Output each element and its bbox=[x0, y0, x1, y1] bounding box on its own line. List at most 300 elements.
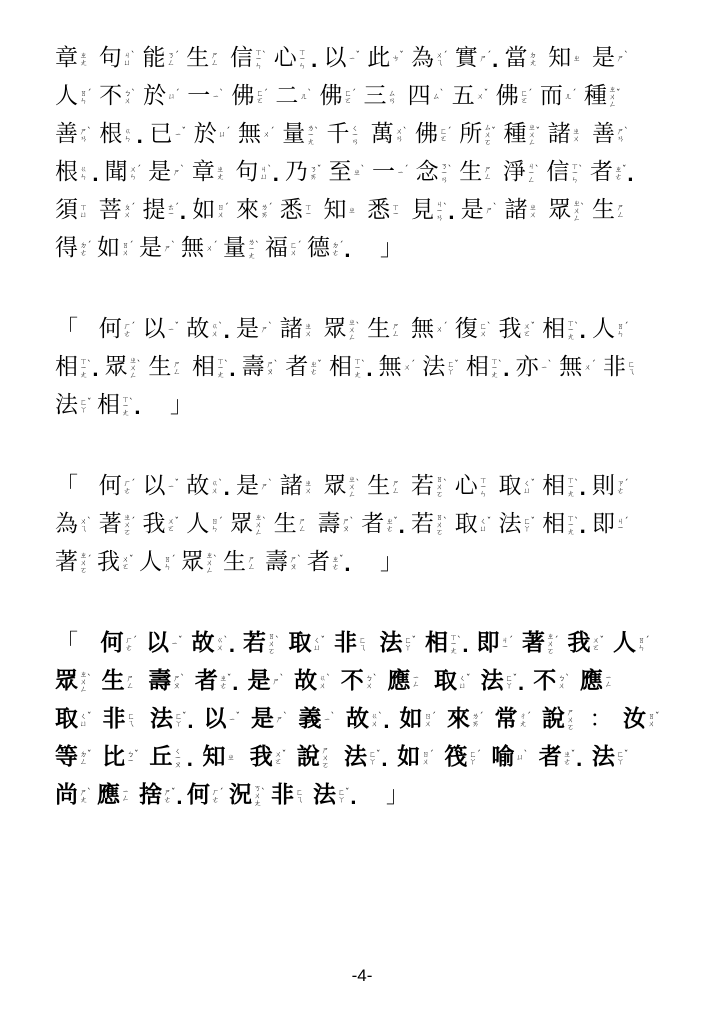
tone-mark: ˊ bbox=[270, 126, 275, 137]
hanzi: 我 bbox=[97, 549, 120, 575]
hanzi: 故 bbox=[186, 473, 210, 499]
hanzi: 萬 bbox=[370, 121, 394, 147]
annotated-character bbox=[148, 160, 185, 184]
annotated-character bbox=[265, 236, 302, 260]
close-quote-mark: 」 bbox=[380, 235, 403, 261]
zhuyin-annotation: ㄈㄚ bbox=[174, 711, 183, 727]
period-mark: . bbox=[344, 241, 351, 262]
zhuyin-annotation: ㄈㄟ bbox=[358, 635, 367, 651]
period-mark: . bbox=[398, 517, 406, 538]
annotated-character bbox=[223, 550, 260, 574]
zhuyin-annotation: ㄨㄢ bbox=[394, 126, 404, 142]
hanzi: 壽 bbox=[317, 511, 341, 537]
hanzi: 以 bbox=[146, 629, 169, 656]
zhuyin-annotation: ㄓㄨㄛ bbox=[79, 550, 88, 574]
hanzi: 為 bbox=[55, 511, 78, 537]
period-mark: . bbox=[365, 360, 373, 381]
zhuyin-annotation: ㄍㄨ bbox=[215, 635, 225, 651]
zhuyin-annotation: ㄎㄨㄤ bbox=[253, 783, 262, 807]
period-mark: . bbox=[223, 479, 231, 500]
tone-mark: ˋ bbox=[447, 164, 453, 175]
annotated-character bbox=[313, 783, 409, 807]
annotated-character bbox=[192, 160, 229, 184]
zhuyin-annotation: ㄒㄧㄣ bbox=[297, 47, 307, 69]
tone-mark: ˋ bbox=[87, 673, 92, 684]
tone-mark: ˊ bbox=[443, 321, 448, 332]
annotated-character bbox=[248, 669, 285, 693]
hanzi: 此 bbox=[367, 45, 391, 71]
zhuyin-annotation: ㄕ bbox=[484, 206, 494, 214]
annotated-character bbox=[242, 355, 279, 379]
annotated-character bbox=[55, 393, 92, 417]
zhuyin-annotation: ㄨ bbox=[583, 363, 593, 371]
text-line bbox=[55, 776, 660, 814]
zhuyin-annotation: ㄖㄣ bbox=[163, 554, 172, 570]
hanzi: 相 bbox=[542, 316, 566, 342]
hanzi: 如 bbox=[397, 743, 421, 770]
annotated-character bbox=[434, 669, 471, 693]
tone-mark: ˊ bbox=[526, 711, 531, 722]
zhuyin-annotation: ㄕㄤ bbox=[79, 787, 88, 803]
hanzi: 故 bbox=[294, 667, 318, 694]
annotated-character bbox=[285, 160, 322, 184]
hanzi: 生 bbox=[367, 473, 391, 499]
text-line bbox=[55, 467, 629, 505]
annotated-character bbox=[499, 317, 536, 341]
zhuyin-annotation: ㄓㄨㄛ bbox=[546, 631, 555, 655]
tone-mark: ˇ bbox=[87, 711, 92, 722]
tone-mark: ˋ bbox=[355, 478, 360, 489]
zhuyin-annotation: ㄕ bbox=[172, 168, 182, 176]
period-mark: . bbox=[231, 674, 239, 695]
annotated-character bbox=[546, 160, 583, 184]
zhuyin-annotation: ㄕㄥ bbox=[125, 673, 135, 689]
tone-mark: ˋ bbox=[580, 202, 585, 213]
hanzi: 如 bbox=[97, 235, 120, 261]
annotated-character bbox=[371, 122, 408, 146]
annotated-character bbox=[282, 122, 319, 146]
hanzi: 生 bbox=[223, 549, 246, 575]
hanzi: 復 bbox=[454, 316, 478, 342]
text-line bbox=[55, 229, 660, 267]
hanzi: 一 bbox=[372, 159, 396, 185]
annotated-character bbox=[592, 474, 629, 498]
zhuyin-annotation: ㄖㄨㄛ bbox=[435, 512, 444, 536]
zhuyin-annotation: ㄨ bbox=[435, 325, 444, 333]
annotated-character bbox=[285, 355, 322, 379]
zhuyin-annotation: ㄒㄧㄤ bbox=[489, 356, 499, 378]
annotated-character bbox=[203, 745, 240, 769]
period-mark: . bbox=[350, 788, 357, 809]
zhuyin-annotation: ㄓㄨㄥ bbox=[254, 512, 263, 536]
hanzi: 說 bbox=[542, 705, 565, 732]
annotated-character bbox=[590, 160, 633, 184]
annotated-character bbox=[149, 745, 192, 769]
annotated-character bbox=[139, 783, 182, 807]
hanzi: 故 bbox=[191, 629, 215, 656]
hanzi: 念 bbox=[415, 159, 439, 185]
hanzi: 種 bbox=[583, 83, 607, 109]
zhuyin-annotation: ㄧ bbox=[170, 640, 179, 646]
hanzi: 不 bbox=[533, 667, 557, 694]
tone-mark: ˊ bbox=[443, 50, 448, 61]
zhuyin-annotation: ㄨㄣ bbox=[128, 164, 138, 180]
annotated-character bbox=[408, 84, 445, 108]
zhuyin-annotation: ㄑㄩ bbox=[458, 673, 467, 689]
tone-mark: ˊ bbox=[624, 516, 629, 527]
zhuyin-annotation: ㄘ bbox=[391, 54, 401, 62]
annotated-character bbox=[425, 631, 468, 655]
hanzi: 應 bbox=[387, 667, 411, 694]
tone-mark: ˋ bbox=[578, 164, 583, 175]
page-number: -4- bbox=[351, 966, 373, 985]
hanzi: 章 bbox=[191, 159, 215, 185]
zhuyin-annotation: ㄈㄚ bbox=[79, 397, 88, 413]
hanzi: 取 bbox=[454, 511, 478, 537]
hanzi: 法 bbox=[379, 629, 403, 656]
text-line bbox=[55, 39, 629, 77]
annotated-character bbox=[186, 474, 229, 498]
annotated-character bbox=[143, 84, 180, 108]
hanzi: 已 bbox=[149, 121, 173, 147]
annotated-character bbox=[148, 669, 185, 693]
tone-mark: ˊ bbox=[624, 321, 629, 332]
zhuyin-annotation: ㄓㄨㄥ bbox=[347, 474, 357, 498]
tone-mark: ˋ bbox=[87, 359, 92, 370]
hanzi: 提 bbox=[142, 197, 166, 223]
hanzi: 是 bbox=[247, 667, 271, 694]
hanzi: 義 bbox=[298, 705, 322, 732]
tone-mark: ˋ bbox=[223, 359, 229, 370]
annotated-character bbox=[55, 236, 92, 260]
zhuyin-annotation: ㄖㄨ bbox=[647, 711, 656, 727]
hanzi: 悉 bbox=[367, 197, 391, 223]
hanzi: 者 bbox=[538, 743, 562, 770]
zhuyin-annotation: ㄅㄨ bbox=[557, 673, 567, 689]
tone-mark: ˇ bbox=[87, 397, 92, 408]
tone-mark: ˇ bbox=[317, 359, 322, 370]
hanzi: 來 bbox=[447, 705, 470, 732]
hanzi: 於 bbox=[143, 83, 167, 109]
annotated-character bbox=[280, 317, 317, 341]
zhuyin-annotation: ㄓㄨ bbox=[303, 478, 313, 494]
tone-mark: ˊ bbox=[263, 88, 268, 99]
zhuyin-annotation: ㄕㄡ bbox=[341, 516, 351, 532]
hanzi: 相 bbox=[425, 629, 448, 656]
hanzi: 生 bbox=[459, 159, 483, 185]
zhuyin-annotation: ㄓㄨㄥ bbox=[205, 550, 214, 574]
annotated-character bbox=[505, 46, 542, 70]
zhuyin-annotation: ㄒㄧㄤ bbox=[566, 475, 576, 497]
hanzi: 非 bbox=[334, 629, 357, 656]
annotated-character bbox=[539, 745, 582, 769]
paragraph bbox=[55, 39, 660, 267]
annotated-character bbox=[328, 160, 365, 184]
tone-mark: ˊ bbox=[508, 635, 513, 646]
hanzi: 壽 bbox=[241, 354, 265, 380]
tone-mark: ˊ bbox=[130, 321, 136, 332]
text-line bbox=[55, 505, 629, 543]
tone-mark: ˊ bbox=[268, 202, 273, 213]
tone-mark: ˋ bbox=[534, 164, 540, 175]
hanzi: 我 bbox=[249, 743, 273, 770]
period-mark: . bbox=[272, 165, 280, 186]
tone-mark: ˊ bbox=[297, 240, 302, 251]
annotated-character bbox=[318, 512, 355, 536]
hanzi: 尚 bbox=[55, 781, 78, 808]
tone-mark: ˋ bbox=[180, 673, 185, 684]
hanzi: 著 bbox=[98, 511, 122, 537]
hanzi: 我 bbox=[498, 316, 522, 342]
hanzi: 淨 bbox=[502, 159, 526, 185]
tone-mark: ˇ bbox=[87, 749, 92, 760]
tone-mark: ˇ bbox=[174, 516, 179, 527]
tone-mark: ˋ bbox=[180, 164, 185, 175]
annotated-character bbox=[603, 355, 640, 379]
annotated-character bbox=[504, 122, 541, 146]
zhuyin-annotation: ㄈㄚ bbox=[615, 749, 625, 765]
hanzi: 壽 bbox=[265, 549, 288, 575]
annotated-character bbox=[592, 46, 629, 70]
tone-mark: ˊ bbox=[224, 202, 229, 213]
annotated-character bbox=[99, 512, 136, 536]
annotated-character bbox=[192, 355, 235, 379]
annotated-character bbox=[466, 355, 509, 379]
hanzi: 諸 bbox=[504, 197, 528, 223]
annotated-character bbox=[477, 631, 514, 655]
zhuyin-annotation: ㄉㄜ bbox=[79, 240, 88, 256]
zhuyin-annotation: ㄈㄛ bbox=[343, 88, 353, 104]
hanzi: 汝 bbox=[623, 705, 646, 732]
zhuyin-annotation: ㄕㄨㄛ bbox=[566, 707, 575, 731]
tone-mark: ˇ bbox=[355, 50, 360, 61]
hanzi: 如 bbox=[399, 705, 423, 732]
tone-mark: ˋ bbox=[297, 554, 302, 565]
zhuyin-annotation: ㄏㄜ bbox=[124, 635, 134, 651]
annotated-character bbox=[361, 512, 404, 536]
zhuyin-annotation: ㄍㄣ bbox=[123, 126, 133, 142]
zhuyin-annotation: ㄋㄥ bbox=[166, 50, 176, 66]
zhuyin-annotation: ㄓㄨㄥ bbox=[79, 669, 88, 693]
zhuyin-annotation: ㄓㄨ bbox=[303, 321, 313, 337]
hanzi: 取 bbox=[55, 705, 78, 732]
annotated-character bbox=[367, 198, 404, 222]
zhuyin-annotation: ㄕㄜ bbox=[163, 787, 172, 803]
zhuyin-annotation: ㄩ bbox=[217, 130, 227, 138]
hanzi: 見 bbox=[411, 197, 434, 223]
annotated-character bbox=[139, 236, 176, 260]
annotated-character bbox=[613, 631, 650, 655]
zhuyin-annotation: ㄈㄚ bbox=[522, 516, 532, 532]
annotated-character bbox=[55, 669, 92, 693]
zhuyin-annotation: ㄓㄤ bbox=[79, 50, 88, 66]
annotated-character bbox=[97, 783, 134, 807]
zhuyin-annotation: ㄒㄧㄤ bbox=[566, 318, 576, 340]
zhuyin-annotation: ㄋㄞ bbox=[308, 164, 318, 180]
hanzi: 實 bbox=[454, 45, 478, 71]
hanzi: 是 bbox=[148, 159, 172, 185]
zhuyin-annotation: ㄉㄜ bbox=[331, 240, 340, 256]
zhuyin-annotation: ㄏㄜ bbox=[211, 787, 220, 803]
zhuyin-annotation: ㄨㄛ bbox=[273, 749, 283, 765]
zhuyin-annotation: ㄌㄞ bbox=[260, 202, 269, 218]
zhuyin-annotation: ㄓㄜ bbox=[218, 673, 228, 689]
tone-mark: ˇ bbox=[623, 749, 629, 760]
annotated-character bbox=[235, 160, 278, 184]
annotated-character bbox=[324, 474, 361, 498]
zhuyin-annotation: ㄓㄨㄥ bbox=[607, 84, 617, 108]
zhuyin-annotation: ㄓ bbox=[226, 753, 236, 761]
tone-mark: ˋ bbox=[349, 516, 354, 527]
period-mark: . bbox=[187, 712, 194, 733]
annotated-character bbox=[548, 46, 585, 70]
tone-mark: ˊ bbox=[351, 88, 356, 99]
period-mark: . bbox=[579, 517, 587, 538]
tone-mark: ˊ bbox=[174, 202, 179, 213]
hanzi: 於 bbox=[193, 121, 217, 147]
hanzi: 則 bbox=[592, 473, 615, 499]
hanzi: 當 bbox=[504, 45, 528, 71]
annotated-character bbox=[319, 84, 356, 108]
annotated-character bbox=[236, 317, 273, 341]
zhuyin-annotation: ㄍㄣ bbox=[79, 164, 88, 180]
annotated-character bbox=[461, 198, 498, 222]
zhuyin-annotation: ㄙ bbox=[431, 92, 441, 100]
annotated-character bbox=[548, 198, 585, 222]
zhuyin-annotation: ㄧ bbox=[166, 326, 176, 332]
tone-mark: ˋ bbox=[171, 240, 176, 251]
tone-mark: ˇ bbox=[535, 126, 540, 137]
zhuyin-annotation: ㄓㄜ bbox=[613, 164, 623, 180]
period-mark: . bbox=[228, 360, 236, 381]
zhuyin-annotation: ㄈㄛ bbox=[519, 88, 529, 104]
zhuyin-annotation: ㄑㄩ bbox=[478, 516, 488, 532]
tone-mark: ˇ bbox=[530, 321, 535, 332]
hanzi: 量 bbox=[223, 235, 246, 261]
hanzi: 是 bbox=[460, 197, 484, 223]
tone-mark: ˊ bbox=[87, 88, 92, 99]
period-mark: . bbox=[310, 51, 318, 72]
hanzi: 諸 bbox=[547, 121, 571, 147]
paragraph bbox=[55, 624, 660, 814]
zhuyin-annotation: ㄨㄟ bbox=[79, 516, 88, 532]
hanzi: 法 bbox=[498, 511, 522, 537]
hanzi: 二 bbox=[275, 83, 299, 109]
zhuyin-annotation: ㄓㄨ bbox=[571, 126, 581, 142]
zhuyin-annotation: ㄕ bbox=[260, 325, 269, 333]
tone-mark: ˋ bbox=[255, 240, 260, 251]
hanzi: 是 bbox=[251, 705, 274, 732]
zhuyin-annotation: ㄕㄥ bbox=[247, 554, 256, 570]
zhuyin-annotation: ㄙㄨㄛ bbox=[483, 122, 493, 146]
tone-mark: ˋ bbox=[87, 126, 92, 137]
hanzi: 生 bbox=[186, 45, 210, 71]
zhuyin-annotation: ㄈㄨ bbox=[478, 321, 488, 337]
annotated-character bbox=[181, 550, 218, 574]
annotated-character bbox=[481, 669, 524, 693]
hanzi: 若 bbox=[243, 629, 266, 656]
annotated-character bbox=[344, 745, 387, 769]
hanzi: 者 bbox=[194, 667, 218, 694]
hanzi: 來 bbox=[236, 197, 259, 223]
tone-mark: ˋ bbox=[268, 478, 273, 489]
tone-mark: ˋ bbox=[130, 50, 136, 61]
hanzi: 即 bbox=[592, 511, 615, 537]
tone-mark: ˇ bbox=[182, 711, 187, 722]
hanzi: 一 bbox=[187, 83, 211, 109]
zhuyin-annotation: ㄍㄨ bbox=[210, 321, 220, 337]
zhuyin-annotation: ㄨㄛ bbox=[522, 321, 532, 337]
zhuyin-annotation: ㄨ bbox=[262, 130, 271, 138]
hanzi: 者 bbox=[361, 511, 385, 537]
zhuyin-annotation: ㄒㄧ bbox=[391, 203, 401, 217]
text-line bbox=[55, 700, 660, 738]
hanzi: 法 bbox=[313, 781, 336, 808]
period-mark: . bbox=[344, 555, 351, 576]
hanzi: 亦 bbox=[515, 354, 539, 380]
hanzi: 不 bbox=[99, 83, 123, 109]
tone-mark: ˊ bbox=[171, 554, 176, 565]
zhuyin-annotation: ㄅㄨ bbox=[364, 673, 374, 689]
hanzi: 生 bbox=[367, 316, 391, 342]
annotated-character bbox=[271, 783, 308, 807]
annotated-character bbox=[55, 355, 98, 379]
zhuyin-annotation: ㄓ bbox=[352, 168, 362, 176]
zhuyin-annotation: ㄧ bbox=[173, 131, 183, 137]
zhuyin-annotation: ㄖㄨ bbox=[121, 240, 130, 256]
zhuyin-annotation: ㄑㄧㄡ bbox=[173, 746, 183, 768]
tone-mark: ˇ bbox=[454, 359, 459, 370]
zhuyin-annotation: ㄐㄧㄢ bbox=[435, 199, 444, 221]
annotated-character bbox=[592, 512, 629, 536]
annotated-character bbox=[230, 512, 267, 536]
tone-mark: ˋ bbox=[330, 711, 335, 722]
zhuyin-annotation: ㄒㄧㄤ bbox=[566, 513, 576, 535]
annotated-character bbox=[367, 474, 404, 498]
hanzi: 若 bbox=[411, 473, 434, 499]
zhuyin-annotation: ㄈㄚ bbox=[468, 749, 478, 765]
annotated-character bbox=[55, 198, 92, 222]
hanzi: 應 bbox=[97, 781, 120, 808]
zhuyin-annotation: ㄕ bbox=[616, 54, 625, 62]
tone-mark: ˇ bbox=[235, 711, 240, 722]
annotated-character bbox=[411, 512, 448, 536]
zhuyin-annotation: ㄧㄥ bbox=[121, 788, 130, 802]
zhuyin-annotation: ㄦ bbox=[299, 92, 309, 100]
text-line bbox=[55, 386, 660, 424]
annotated-character bbox=[99, 122, 142, 146]
annotated-character bbox=[186, 317, 229, 341]
annotated-character bbox=[139, 550, 176, 574]
hanzi: 以 bbox=[323, 45, 347, 71]
period-mark: . bbox=[491, 51, 499, 72]
period-mark: . bbox=[579, 479, 587, 500]
annotated-character bbox=[455, 46, 498, 70]
annotated-character bbox=[231, 84, 268, 108]
tone-mark: ˋ bbox=[523, 749, 529, 760]
hanzi: 是 bbox=[236, 473, 259, 499]
hanzi: 無 bbox=[378, 354, 402, 380]
annotated-character bbox=[143, 474, 180, 498]
tone-mark: ˊ bbox=[87, 240, 92, 251]
zhuyin-annotation: ㄕㄥ bbox=[210, 50, 220, 66]
hanzi: 佛 bbox=[319, 83, 343, 109]
tone-mark: ˇ bbox=[174, 321, 179, 332]
tone-mark: ˇ bbox=[530, 478, 535, 489]
annotated-character bbox=[265, 550, 302, 574]
annotated-character bbox=[444, 745, 481, 769]
zhuyin-annotation: ㄓㄨㄥ bbox=[527, 122, 537, 146]
